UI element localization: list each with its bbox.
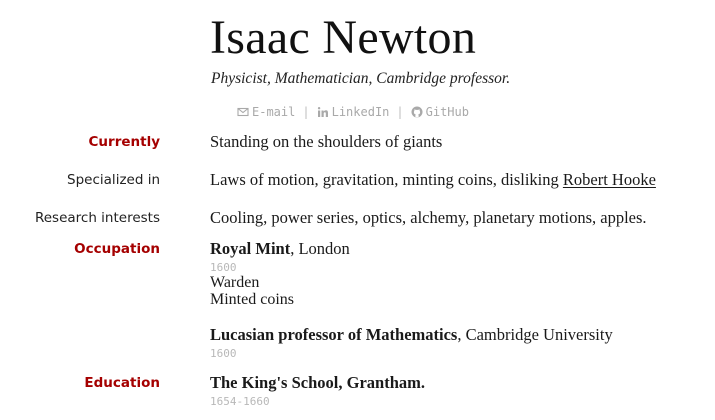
education-label: Education [84, 375, 160, 391]
job-year: 1600 [210, 347, 237, 360]
contact-links [237, 105, 469, 119]
email-link[interactable] [237, 105, 295, 119]
job-title: Lucasian professor of Mathematics [210, 325, 458, 344]
specialized-label: Specialized in [67, 172, 160, 188]
github-link[interactable] [411, 105, 469, 119]
job-role: Warden [210, 274, 260, 291]
page-title: Isaac Newton [210, 11, 477, 64]
specialized-text: Laws of motion, gravitation, minting coins, disliking [210, 170, 563, 189]
linkedin-icon [317, 106, 329, 118]
job-year: 1600 [210, 261, 237, 274]
job-entry-title [210, 239, 350, 259]
separator: | [302, 105, 310, 119]
email-label: E-mail [252, 105, 296, 119]
specialized-value [210, 170, 656, 190]
research-interests-label: Research interests [34, 210, 160, 226]
robert-hooke-link[interactable]: Robert Hooke [562, 170, 656, 189]
job-title: Royal Mint [210, 239, 291, 258]
job-entry-title [210, 325, 613, 345]
separator: | [396, 105, 404, 119]
github-label: GitHub [425, 105, 469, 119]
school-years: 1654-1660 [210, 395, 270, 408]
linkedin-link[interactable] [317, 105, 390, 119]
research-interests-value: Cooling, power series, optics, alchemy, planetary motions, apples. [210, 208, 647, 227]
job-description: Minted coins [210, 291, 294, 308]
school-entry-title [210, 373, 425, 393]
occupation-label: Occupation [74, 241, 160, 257]
job-place: , Cambridge University [457, 325, 613, 344]
github-icon [411, 106, 423, 118]
currently-value: Standing on the shoulders of giants [210, 132, 443, 151]
linkedin-label: LinkedIn [331, 105, 390, 119]
envelope-icon [237, 106, 249, 118]
job-place: , London [290, 239, 350, 258]
currently-label: Currently [88, 134, 160, 150]
tagline: Physicist, Mathematician, Cambridge professor. [211, 70, 511, 87]
school-title: The King's School, Grantham. [210, 373, 425, 392]
